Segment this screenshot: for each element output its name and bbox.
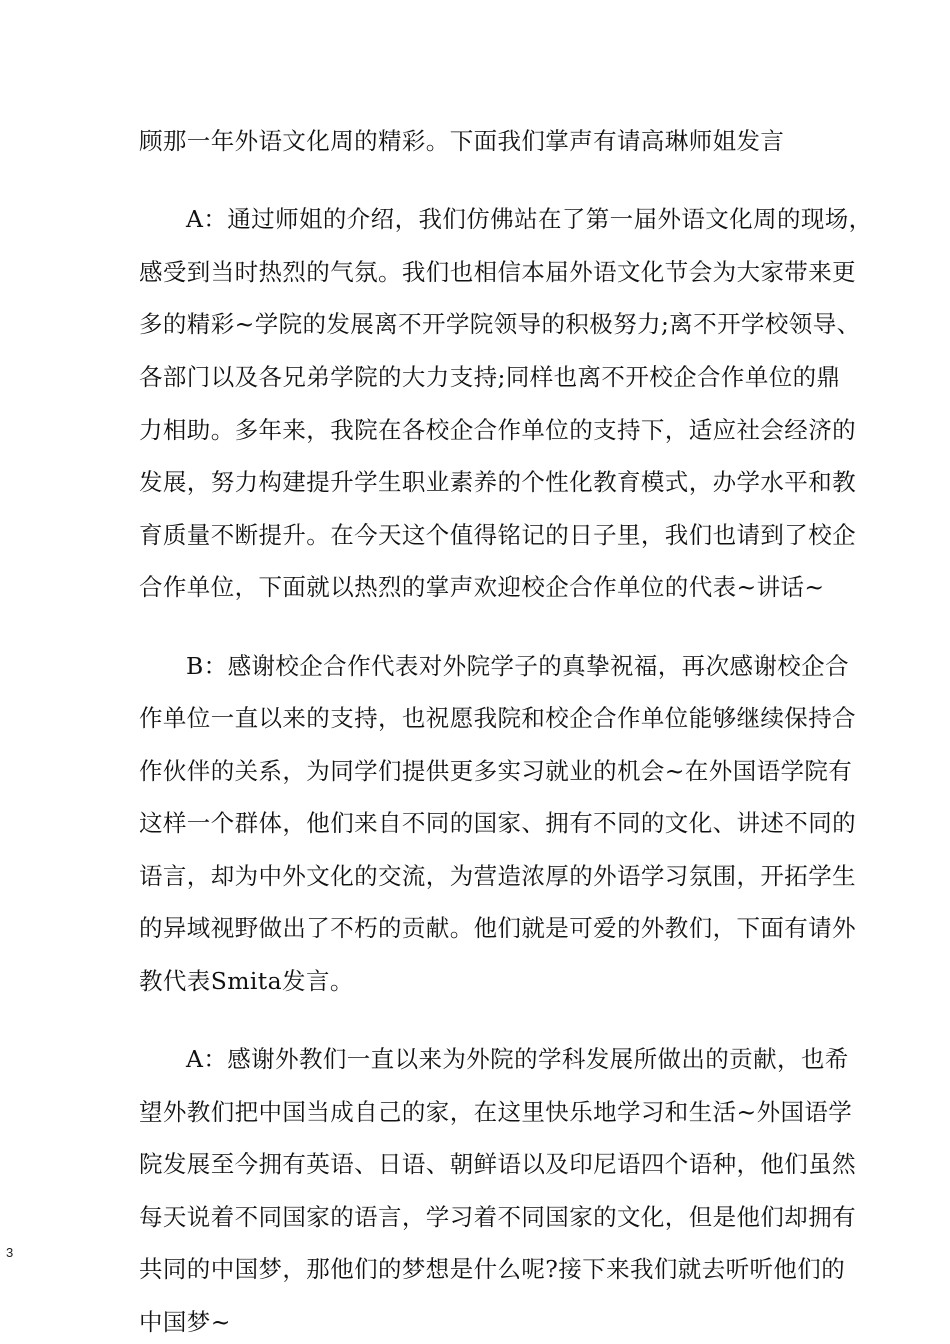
text-line: 望外教们把中国当成自己的家，在这里快乐地学习和生活~外国语学 xyxy=(139,1098,853,1126)
text-line: 力相助。多年来，我院在各校企合作单位的支持下，适应社会经济的 xyxy=(139,416,856,444)
text-line: 这样一个群体，他们来自不同的国家、拥有不同的文化、讲述不同的 xyxy=(139,809,856,837)
text-line: 发展，努力构建提升学生职业素养的个性化教育模式，办学水平和教 xyxy=(139,468,856,496)
text-line: 中国梦~ xyxy=(139,1308,231,1336)
text-line: 多的精彩~学院的发展离不开学院领导的积极努力;离不开学校领导、 xyxy=(139,310,861,338)
page-number: 3 xyxy=(6,1245,14,1260)
text-line: A：感谢外教们一直以来为外院的学科发展所做出的贡献，也希 xyxy=(186,1045,849,1073)
text-line: 院发展至今拥有英语、日语、朝鲜语以及印尼语四个语种，他们虽然 xyxy=(139,1150,856,1178)
text-line: 教代表Smita发言。 xyxy=(139,967,354,995)
text-line: 的异域视野做出了不朽的贡献。他们就是可爱的外教们，下面有请外 xyxy=(139,914,856,942)
text-line: 作伙伴的关系，为同学们提供更多实习就业的机会~在外国语学院有 xyxy=(139,757,853,785)
text-line: 各部门以及各兄弟学院的大力支持;同样也离不开校企合作单位的鼎 xyxy=(139,363,841,391)
text-line: 每天说着不同国家的语言，学习着不同国家的文化，但是他们却拥有 xyxy=(139,1203,856,1231)
text-line: 顾那一年外语文化周的精彩。下面我们掌声有请高琳师姐发言 xyxy=(139,127,785,155)
text-line: 作单位一直以来的支持，也祝愿我院和校企合作单位能够继续保持合 xyxy=(139,704,856,732)
text-line: 感受到当时热烈的气氛。我们也相信本届外语文化节会为大家带来更 xyxy=(139,258,856,286)
text-line: 语言，却为中外文化的交流，为营造浓厚的外语学习氛围，开拓学生 xyxy=(139,862,856,890)
text-line: 合作单位，下面就以热烈的掌声欢迎校企合作单位的代表~讲话~ xyxy=(139,573,825,601)
text-line: A：通过师姐的介绍，我们仿佛站在了第一届外语文化周的现场， xyxy=(186,205,873,233)
text-line: 共同的中国梦，那他们的梦想是什么呢?接下来我们就去听听他们的 xyxy=(139,1255,846,1283)
text-line: 育质量不断提升。在今天这个值得铭记的日子里，我们也请到了校企 xyxy=(139,521,856,549)
text-line: B：感谢校企合作代表对外院学子的真挚祝福，再次感谢校企合 xyxy=(186,652,849,680)
